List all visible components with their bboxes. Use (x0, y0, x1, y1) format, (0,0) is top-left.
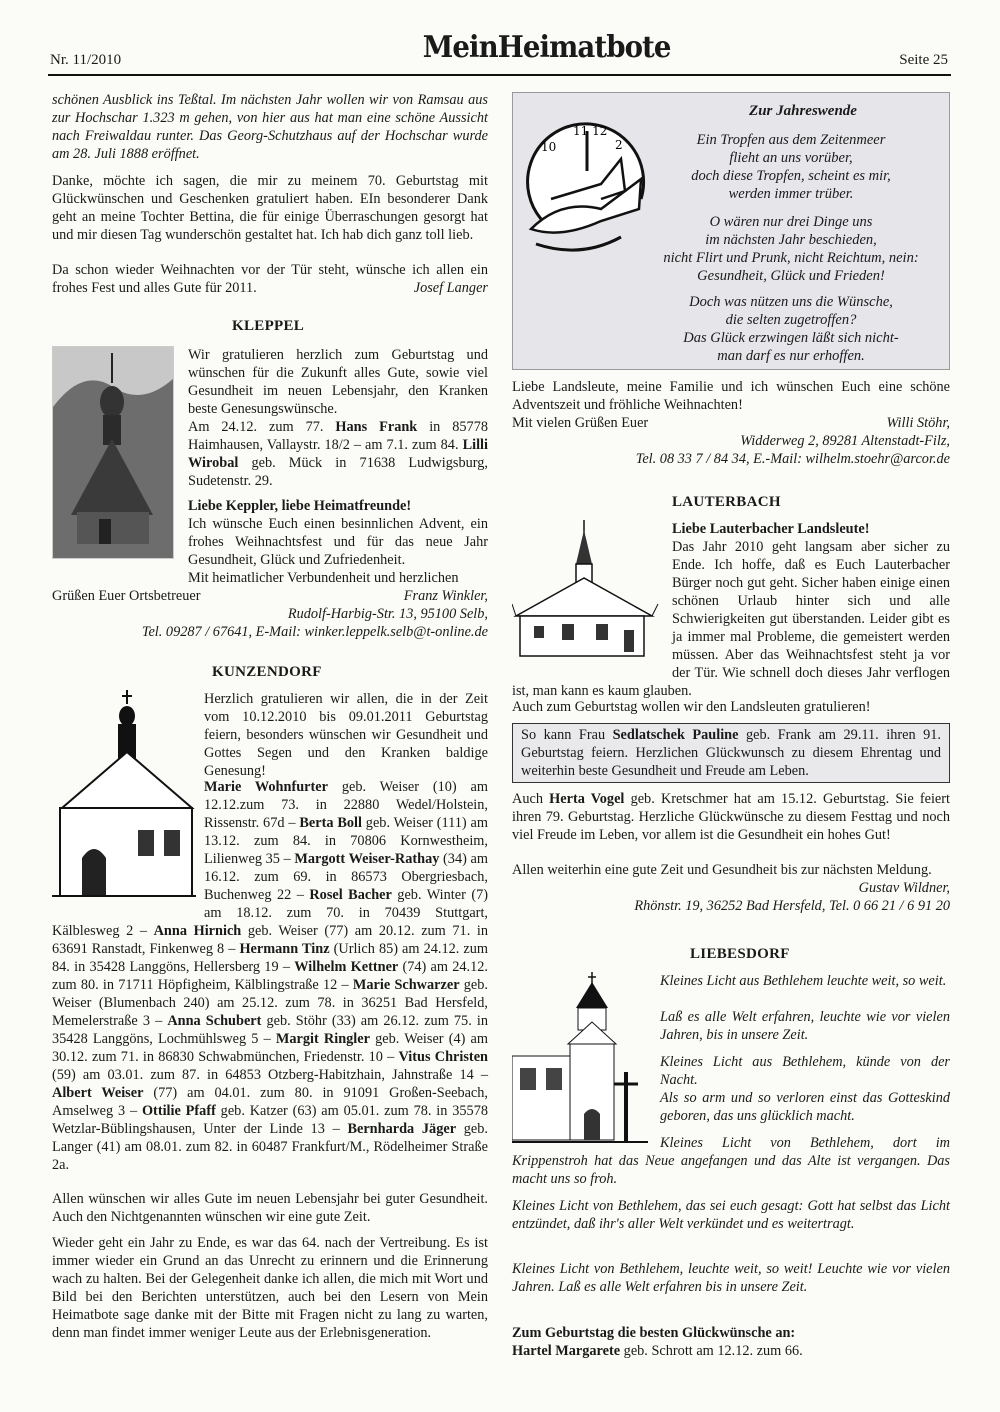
kunzendorf-intro: Herzlich gratulieren wir allen, die in der Zeit vom 10.12.2010 bis 09.01.2011 Geburtstag feiern, besonders wünschen wir Gesundheit und Gottes Segen und den Kranken baldige Genesung! (204, 691, 488, 779)
paragraph-text: Auch Herta Vogel geb. Kretschmer hat am 15.12. Geburtstag. Sie feiert ihren 79. Geburtstag. Herzliche Glückwünsche zu diesem Festtag und noch viel Freude im Leben, vor allem ist die Gesundheit ein hohes Gut! (512, 791, 951, 843)
header-rule (48, 74, 951, 76)
liebesdorf-stanza-2b: Als so arm und so verloren einst das Gotteskind geboren, das uns glücklich macht. (660, 1090, 950, 1124)
float-spacer (512, 538, 672, 682)
stoehr-paragraph: Liebe Landsleute, meine Familie und ich wünschen Euch eine schöne Adventszeit und fröhliche Weihnachten! (512, 379, 950, 413)
kleppel-address: Rudolf-Harbig-Str. 13, 95100 Selb, (287, 606, 488, 622)
liebesdorf-birthday-entry: Hartel Margarete geb. Schrott am 12.12. zum 66. (512, 1343, 803, 1359)
birthday-highlight-box (512, 723, 950, 783)
lauterbach-paragraph-3 (512, 790, 950, 844)
poem-box (512, 92, 950, 370)
stoehr-signoff: Mit vielen Grüßen Euer Willi Stöhr, (512, 415, 950, 431)
person-name: Lilli Wirobal (188, 437, 488, 471)
section-title-liebesdorf: LIEBESDORF (690, 946, 790, 962)
lauterbach-paragraph-4: Allen weiterhin eine gute Zeit und Gesundheit bis zur nächsten Meldung. Gustav Wildner, (512, 862, 950, 896)
poem-stanza-1: Ein Tropfen aus dem Zeitenmeer flieht an uns vorüber, doch diese Tropfen, scheint es mir, werden immer trüber. (691, 132, 891, 202)
christmas-paragraph: Da schon wieder Weihnachten vor der Tür steht, wünsche ich allen ein frohes Fest und alles Gute für 2011. Josef Langer (52, 262, 488, 296)
liebesdorf-stanza-4: Kleines Licht von Bethlehem, das sei euch gesagt: Gott hat selbst das Licht entzündet, daß ihr's aller Welt verkündet und es weitertragt. (512, 1198, 950, 1232)
liebesdorf-stanza-1b: Laß es alle Welt erfahren, leuchte wie vor vielen Jahren, bis in unsere Zeit. (660, 1009, 950, 1043)
issue-number: Nr. 11/2010 (50, 52, 122, 68)
liebesdorf-stanza-2: Kleines Licht aus Bethlehem, künde von der Nacht. (660, 1054, 950, 1088)
section-title-lauterbach: LAUTERBACH (672, 494, 781, 510)
section-title-kleppel: KLEPPEL (232, 318, 305, 334)
poem-title: Zur Jahreswende (749, 103, 857, 119)
poem-stanza-2: O wären nur drei Dinge uns im nächsten Jahr beschieden, nicht Flirt und Prunk, nicht Reichtum, nein: Gesundheit, Glück und Frieden! (663, 214, 919, 284)
masthead-logo: MeinHeimatbote (422, 30, 671, 65)
lauterbach-paragraph-2: Auch zum Geburtstag wollen wir den Landsleuten gratulieren! (512, 699, 871, 715)
float-spacer (512, 1134, 660, 1152)
kleppel-paragraph-4: Mit heimatlicher Verbundenheit und herzlichen (188, 570, 459, 586)
kunzendorf-closing: Wieder geht ein Jahr zu Ende, es war das 64. nach der Vertreibung. Es ist immer wieder ein Grund an das Unrecht zu erinnern und die Erinnerung wach zu halten. Bei der Gelegenheit danke ich allen, die mich mit Wort und Bild bei den Berichten unterstützen, auch bei den Lesern von Mein Heimatbote sage danke mit der Bitte mit Fragen nicht zu lang zu warten, denn man findet immer weniger Leute aus der Erlebnisgeneration. (52, 1235, 488, 1341)
kunzendorf-birthday-list (52, 778, 488, 1174)
kunzendorf-wishes: Allen wünschen wir alles Gute im neuen Lebensjahr bei guter Gesundheit. Auch den Nichtgenannten wünschen wir eine gute Zeit. (52, 1191, 488, 1225)
liebesdorf-stanza-3: Kleines Licht von Bethlehem, dort im Krippenstroh hat das Neue angefangen und das Alte ist vergangen. Das macht uns so froh. (512, 1135, 950, 1187)
person-name: Hartel Margarete (512, 1343, 621, 1359)
stoehr-address: Widderweg 2, 89281 Altenstadt-Filz, (740, 433, 950, 449)
liebesdorf-birthday-title: Zum Geburtstag die besten Glückwünsche an: (512, 1325, 796, 1341)
page-number: Seite 25 (899, 52, 948, 68)
kleppel-signoff: Grüßen Euer Ortsbetreuer Franz Winkler, (52, 588, 488, 604)
section-title-kunzendorf: KUNZENDORF (212, 664, 322, 680)
church-drawing-liebesdorf (512, 972, 648, 1152)
intro-paragraph: schönen Ausblick ins Teßtal. Im nächsten Jahr wollen wir von Ramsau aus zur Hochschar 1.323 m gehen, von hier aus hat man eine schöne Aussicht nach Freiwaldau runter. Das Georg-Schutzhaus auf der Hochschar wurde am 28. Juli 1888 eröffnet. (52, 92, 488, 162)
signature: Josef Langer (413, 280, 488, 296)
signature: Gustav Wildner, (858, 880, 950, 896)
kleppel-paragraph-1: Wir gratulieren herzlich zum Geburtstag und wünschen für die Zukunft alles Gute, sowie viel Gesundheit im neuen Lebensjahr, den Kranken beste Genesungswünsche. (188, 347, 488, 417)
kleppel-paragraph-3: Ich wünsche Euch einen besinnlichen Advent, ein frohes Weihnachtsfest und für das neue Jahr Gesundheit, Glück und Zufriedenheit. (188, 516, 488, 568)
box-text: So kann Frau Sedlatschek Pauline geb. Frank am 29.11. ihren 91. Geburtstag feiern. Herzlichen Glückwunsch zu diesem Ehrentag und weiterhin beste Gesundheit und Freude am Leben. (521, 727, 941, 779)
svg-text:2: 2 (615, 138, 623, 152)
kleppel-paragraph-2: Am 24.12. zum 77. Hans Frank in 85778 Haimhausen, Vallaystr. 18/2 – am 7.1. zum 84. Lilli Wirobal geb. Mück in 71638 Ludwigsburg, Sudetenstr. 29. (188, 419, 488, 489)
lauterbach-address: Rhönstr. 19, 36252 Bad Hersfeld, Tel. 0 66 21 / 6 91 20 (634, 898, 950, 914)
kunzendorf-list-text: Marie Wohnfurter geb. Weiser (10) am 12.12.zum 73. in 22880 Wedel/Holstein, Rissenstr. 67d – Berta Boll geb. Weiser (111) am 13.12. zum 84. in 70806 Kornwestheim, Lilienweg 35 – Margott Weiser-Rathay (34) am 16.12. zum 69. in 86573 Obergriesbach, Buchenweg 22 – Rosel Bacher geb. Winter (7) am 18.12. zum 70. in 70439 Stuttgart, Kälblesweg 2 – Anna Hirnich geb. Weiser (77) am 20.12. zum 71. in 63691 Ranstadt, Finkenweg 8 – Hermann Tinz (Urlich 85) am 24.12. zum 84. in 35428 Langgöns, Hellersberg 19 – Wilhelm Kettner (74) am 24.12. zum 80. in 71711 Höpfigheim, Kälblingstraße 12 – Marie Schwarzer geb. Weiser (Blumenbach 240) am 25.12. zum 78. in 36251 Bad Hersfeld, Memelerstraße 3 – Anna Schubert geb. Stöhr (33) am 26.12. zum 75. in 35428 Langgöns, Lochmühlsweg 5 – Margit Ringler geb. Weiser (4) am 30.12. zum 71. in 86830 Schwabmünchen, Friedenstr. 10 – Vitus Christen (59) am 03.01. zum 87. in 64853 Otzberg-Habitzhain, Jahnstraße 14 – Albert Weiser (77) am 04.01. zum 80. in 91091 Großen-Seebach, Amselweg 3 – Ottilie Pfaff geb. Katzer (63) am 05.01. zum 78. in 35578 Wetzlar-Büblingshausen, Unter der Linde 13 – Bernharda Jäger geb. Langer (41) am 08.01. zum 82. in 60487 Frankfurt/M., Rödelheimer Straße 2a. (52, 779, 489, 1173)
chapel-photo-kleppel (52, 346, 174, 559)
liebesdorf-stanza-5: Kleines Licht von Bethlehem, leuchte weit, so weit! Leuchte wie vor vielen Jahren. Laß es alle Welt erfahren bis in unsere Zeit. (512, 1261, 950, 1295)
liebesdorf-stanza-1: Kleines Licht aus Bethlehem leuchte weit, so weit. (660, 973, 947, 989)
kleppel-contact: Tel. 09287 / 67641, E-Mail: winker.leppelk.selb@t-online.de (141, 624, 488, 640)
kleppel-greeting: Liebe Keppler, liebe Heimatfreunde! (188, 498, 412, 514)
stoehr-contact: Tel. 08 33 7 / 84 34, E.-Mail: wilhelm.stoehr@arcor.de (635, 451, 950, 467)
float-spacer (52, 778, 204, 906)
lauterbach-greeting: Liebe Lauterbacher Landsleute! (672, 521, 870, 537)
clock-horn-illustration (521, 109, 661, 259)
poem-stanza-3: Doch was nützen uns die Wünsche, die selten zugetroffen? Das Glück erzwingen läßt sich nicht- man darf es nur erhoffen. (683, 294, 899, 364)
lauterbach-paragraph-1: Das Jahr 2010 geht langsam aber sicher zu Ende. Ich hoffe, daß es Euch Lauterbacher Bürger noch gut geht. Sicher haben einige einen schönen Urlaub hinter sich und alle Schwierigkeiten gut überstanden. Leider gibt es ja immer mal Probleme, die gemeistert werden müssen. Aber das Weihnachtsfest steht ja vor der Tür. Wie schnell doch dieses Jahr verflogen ist, man kann es kaum glauben. (512, 539, 950, 699)
person-name: Hans Frank (335, 419, 418, 435)
svg-text:10: 10 (541, 140, 557, 154)
thanks-paragraph: Danke, möchte ich sagen, die mir zu meinem 70. Geburtstag mit Glückwünschen und Geschenken gratuliert haben. EIn besonderer Dank geht an meine Tochter Bettina, die für einige Überraschungen gesorgt hat und mir diesen Tag wunderschön gestaltet hat. Ich hab dich ganz toll lieb. (52, 173, 488, 243)
svg-text:11 12: 11 12 (573, 124, 608, 138)
